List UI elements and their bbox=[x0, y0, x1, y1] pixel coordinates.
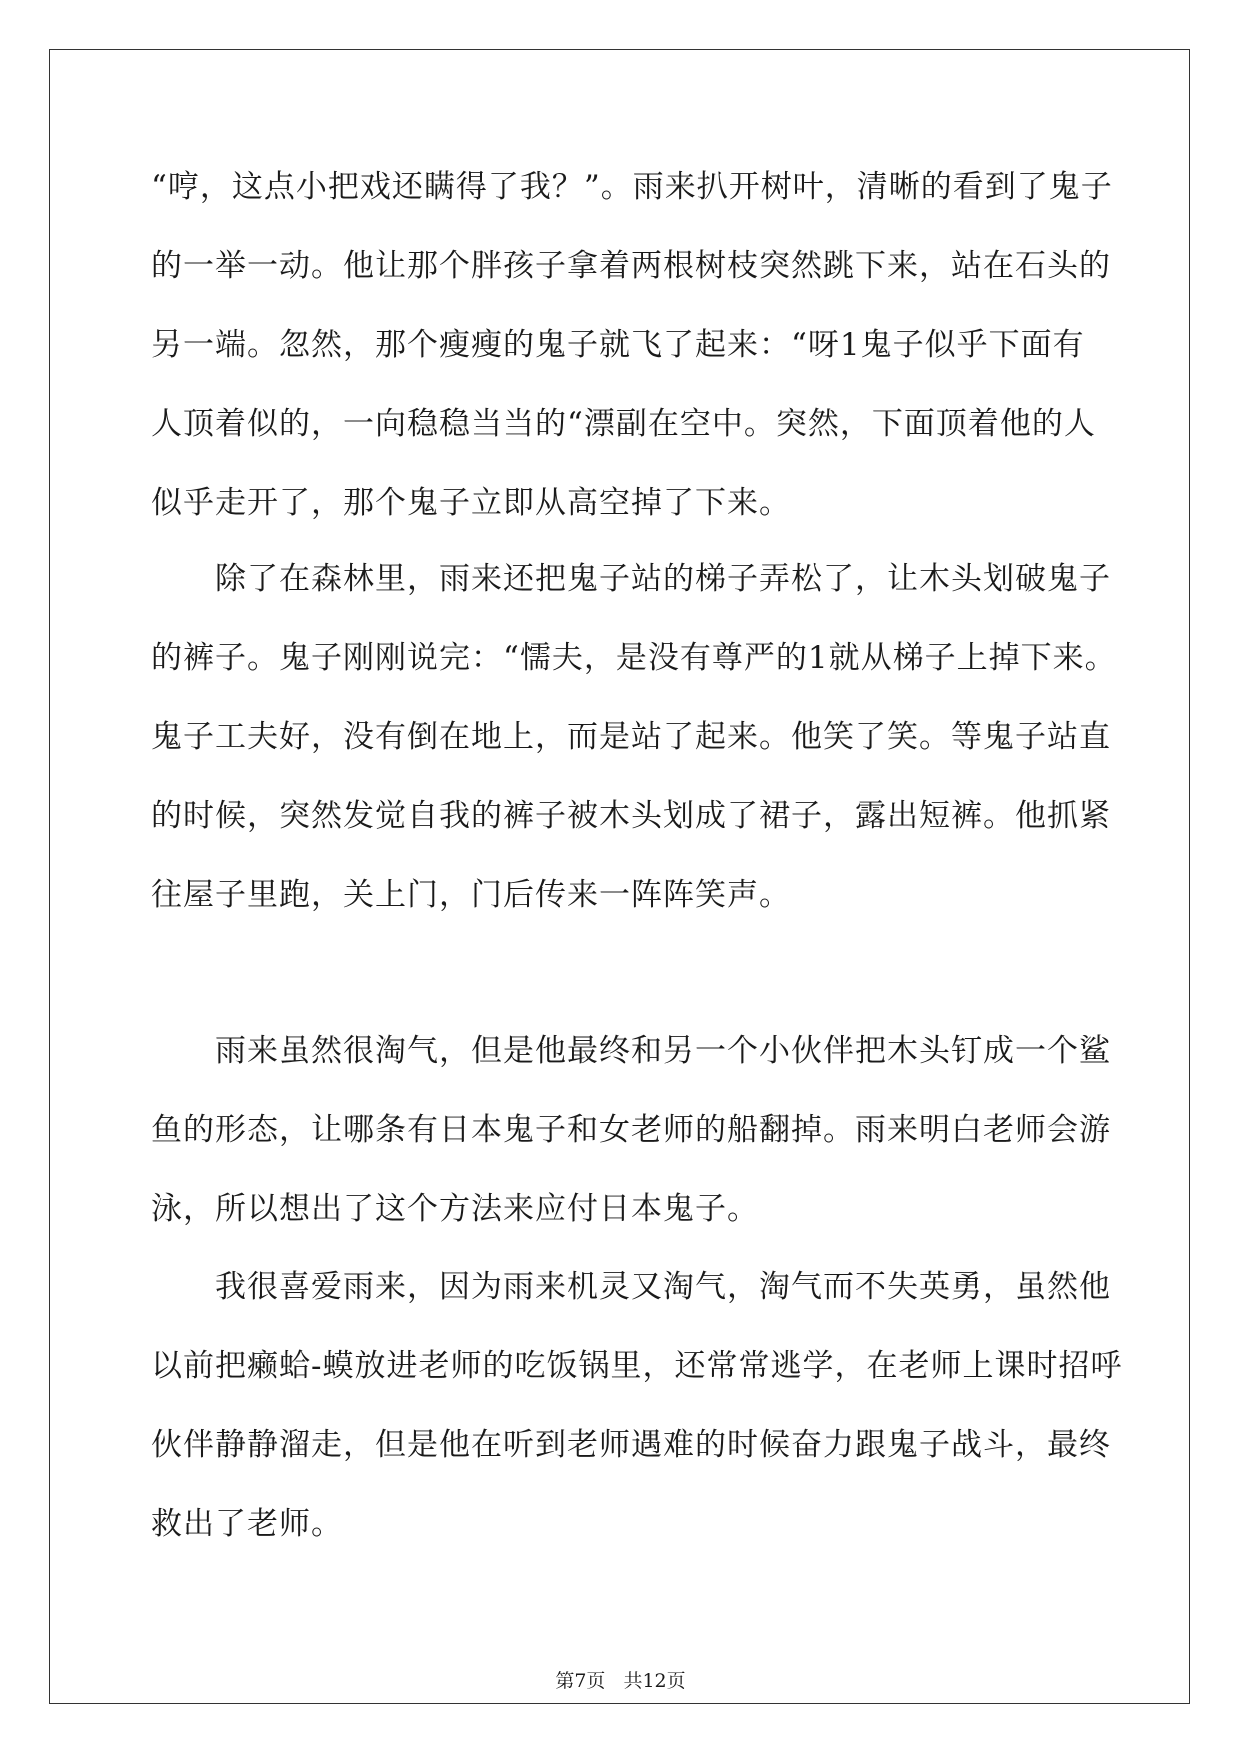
page-number: 第7页 bbox=[555, 1670, 606, 1692]
paragraph bbox=[151, 1012, 1111, 1249]
text-line: 除了在森林里，雨来还把鬼子站的梯子弄松了，让木头划破鬼子 bbox=[151, 561, 1111, 597]
text-line: 的一举一动。他让那个胖孩子拿着两根树枝突然跳下来，站在石头的 bbox=[151, 248, 1111, 284]
text-line: “哼，这点小把戏还瞒得了我？”。雨来扒开树叶，清晰的看到了鬼子 bbox=[151, 169, 1113, 205]
paragraph bbox=[151, 148, 1113, 543]
text-line: 另一端。忽然，那个瘦瘦的鬼子就飞了起来：“呀1鬼子似乎下面有 bbox=[151, 327, 1085, 363]
text-line: 泳，所以想出了这个方法来应付日本鬼子。 bbox=[151, 1191, 759, 1227]
paragraph bbox=[151, 540, 1117, 935]
text-line: 人顶着似的，一向稳稳当当的“漂副在空中。突然，下面顶着他的人 bbox=[151, 406, 1096, 442]
text-line: 救出了老师。 bbox=[151, 1506, 343, 1542]
text-line: 鬼子工夫好，没有倒在地上，而是站了起来。他笑了笑。等鬼子站直 bbox=[151, 719, 1111, 755]
page-total: 共12页 bbox=[623, 1670, 686, 1692]
page-footer bbox=[0, 1666, 1241, 1693]
text-line: 往屋子里跑，关上门，门后传来一阵阵笑声。 bbox=[151, 877, 791, 913]
text-line: 的时候，突然发觉自我的裤子被木头划成了裙子，露出短裤。他抓紧 bbox=[151, 798, 1111, 834]
text-line: 伙伴静静溜走，但是他在听到老师遇难的时候奋力跟鬼子战斗，最终 bbox=[151, 1427, 1111, 1463]
text-line: 以前把癞蛤-蟆放进老师的吃饭锅里，还常常逃学，在老师上课时招呼 bbox=[151, 1348, 1123, 1384]
paragraph bbox=[151, 1248, 1122, 1564]
text-line: 我很喜爱雨来，因为雨来机灵又淘气，淘气而不失英勇，虽然他 bbox=[151, 1269, 1111, 1305]
text-line: 雨来虽然很淘气，但是他最终和另一个小伙伴把木头钉成一个鲨 bbox=[151, 1033, 1111, 1069]
text-line: 的裤子。鬼子刚刚说完：“懦夫，是没有尊严的1就从梯子上掉下来。 bbox=[151, 640, 1117, 676]
text-line: 鱼的形态，让哪条有日本鬼子和女老师的船翻掉。雨来明白老师会游 bbox=[151, 1112, 1111, 1148]
text-line: 似乎走开了，那个鬼子立即从高空掉了下来。 bbox=[151, 485, 791, 521]
